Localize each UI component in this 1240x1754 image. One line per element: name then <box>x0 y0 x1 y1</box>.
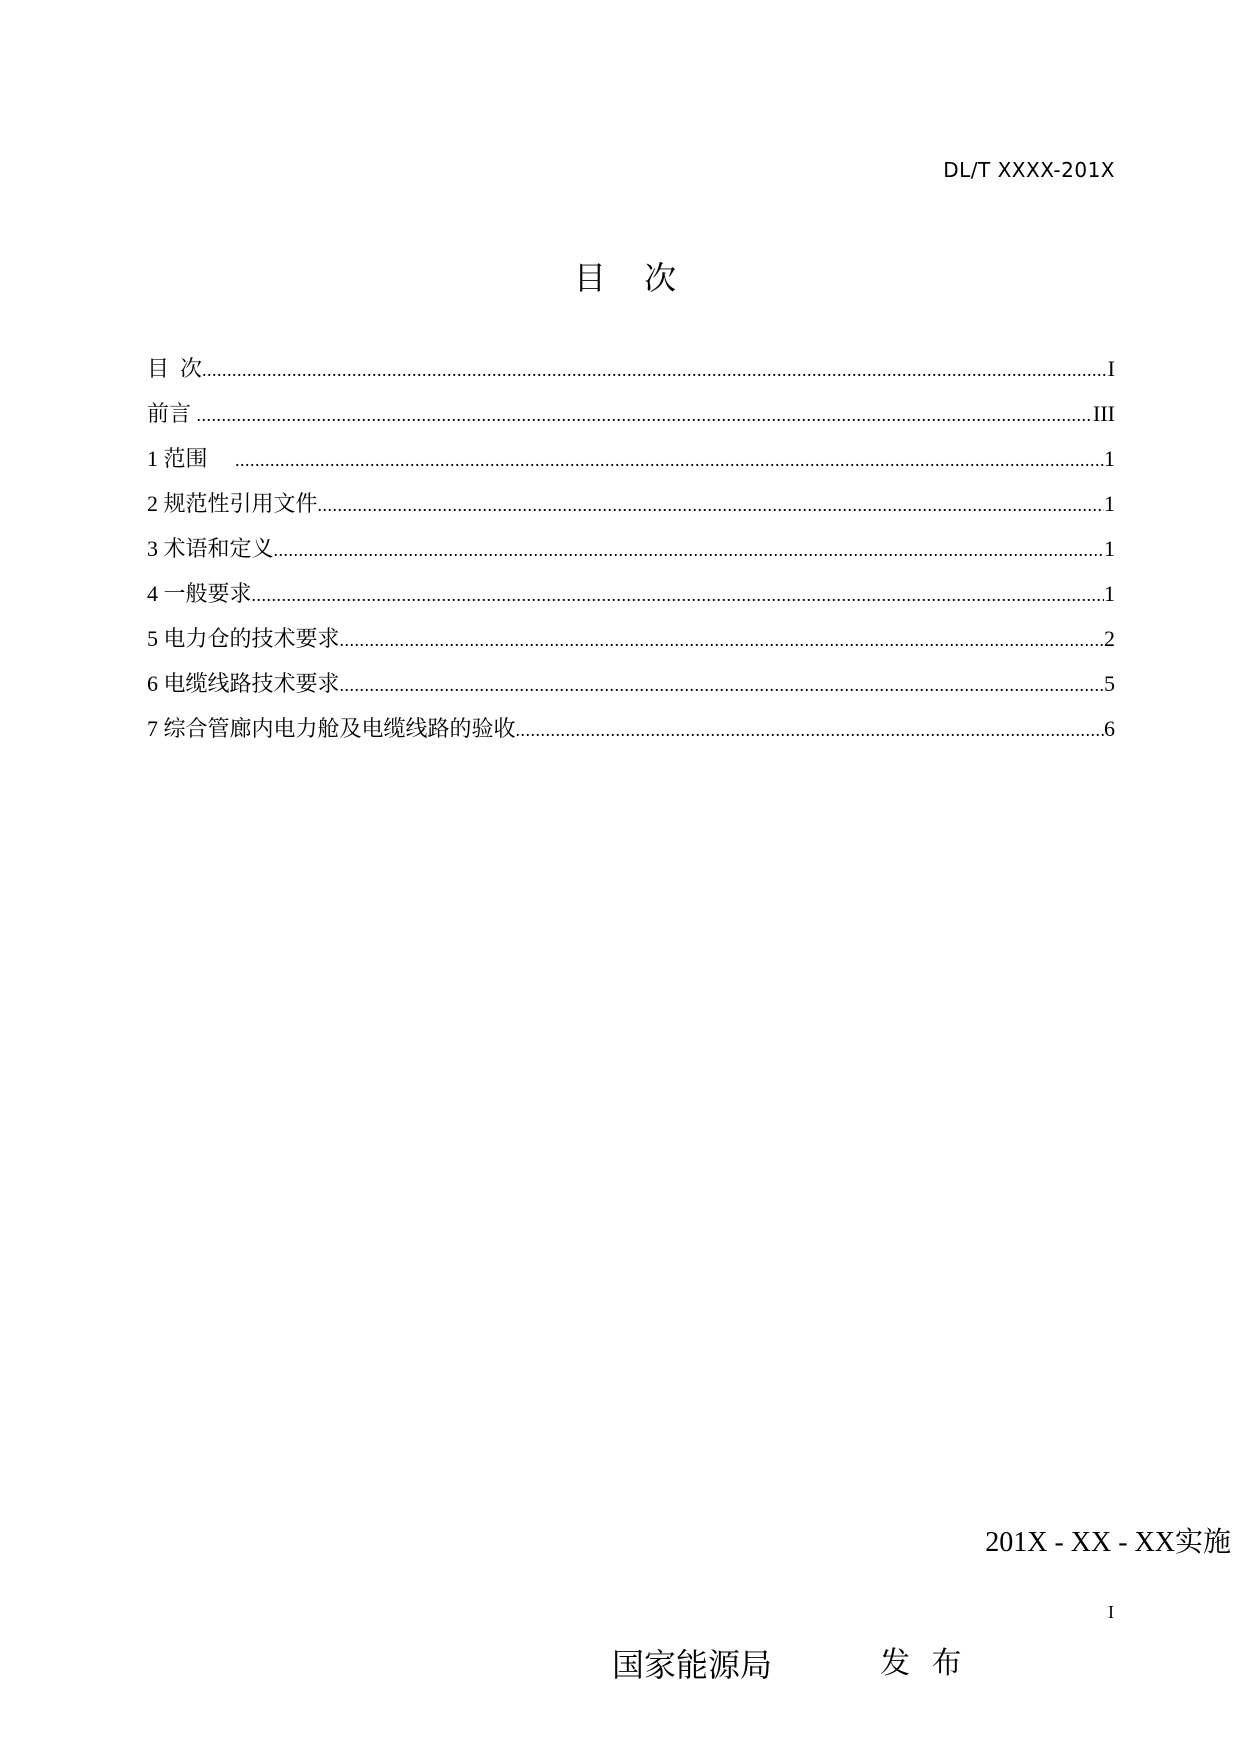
toc-entry-label: 3 术语和定义 <box>147 536 274 561</box>
toc-entry-label: 1 范围 <box>147 446 236 471</box>
toc-entry-normative-references[interactable] <box>147 487 1115 532</box>
toc-entry-scope[interactable] <box>147 442 1115 487</box>
toc-entry-cable-line[interactable] <box>147 667 1115 712</box>
toc-entry-contents[interactable] <box>147 352 1115 397</box>
toc-dot-leader <box>340 630 1104 651</box>
toc-dot-leader <box>197 405 1094 426</box>
toc-entry-label: 7 综合管廊内电力舱及电缆线路的验收 <box>147 716 516 741</box>
toc-entry-page: 6 <box>1104 716 1115 741</box>
toc-entry-label: 2 规范性引用文件 <box>147 491 318 516</box>
toc-dot-leader <box>318 495 1104 516</box>
toc-entry-label: 4 一般要求 <box>147 581 252 606</box>
publisher-name: 国家能源局 <box>612 1646 773 1684</box>
toc-entry-page: 5 <box>1104 671 1115 696</box>
toc-title: 目 次 <box>573 259 691 297</box>
page-number: I <box>1108 1602 1114 1622</box>
toc-entry-general-requirements[interactable] <box>147 577 1115 622</box>
toc-entry-page: 1 <box>1104 581 1115 606</box>
toc-entry-label: 5 电力仓的技术要求 <box>147 626 340 651</box>
toc-entry-page: 1 <box>1104 536 1115 561</box>
toc-dot-leader <box>340 675 1104 696</box>
implementation-date: 201X - XX - XX实施 <box>985 1527 1231 1558</box>
toc-entry-label: 目 次 <box>147 356 203 381</box>
toc-entry-power-compartment[interactable] <box>147 622 1115 667</box>
toc-entry-terms-definitions[interactable] <box>147 532 1115 577</box>
toc-dot-leader <box>252 585 1104 606</box>
toc-entry-foreword[interactable] <box>147 397 1115 442</box>
document-code: DL/T XXXX-201X <box>943 158 1115 182</box>
publish-label: 发 布 <box>880 1646 968 1681</box>
toc-entry-page: I <box>1107 356 1115 381</box>
table-of-contents <box>147 352 1115 757</box>
toc-entry-page: III <box>1093 401 1115 426</box>
toc-entry-page: 1 <box>1104 491 1115 516</box>
toc-entry-label: 6 电缆线路技术要求 <box>147 671 340 696</box>
toc-entry-page: 2 <box>1104 626 1115 651</box>
toc-entry-acceptance[interactable] <box>147 712 1115 757</box>
toc-dot-leader <box>274 540 1104 561</box>
toc-dot-leader <box>235 450 1104 471</box>
toc-dot-leader <box>202 360 1108 381</box>
toc-dot-leader <box>516 720 1104 741</box>
toc-entry-label: 前言 <box>147 401 197 426</box>
toc-entry-page: 1 <box>1104 446 1115 471</box>
